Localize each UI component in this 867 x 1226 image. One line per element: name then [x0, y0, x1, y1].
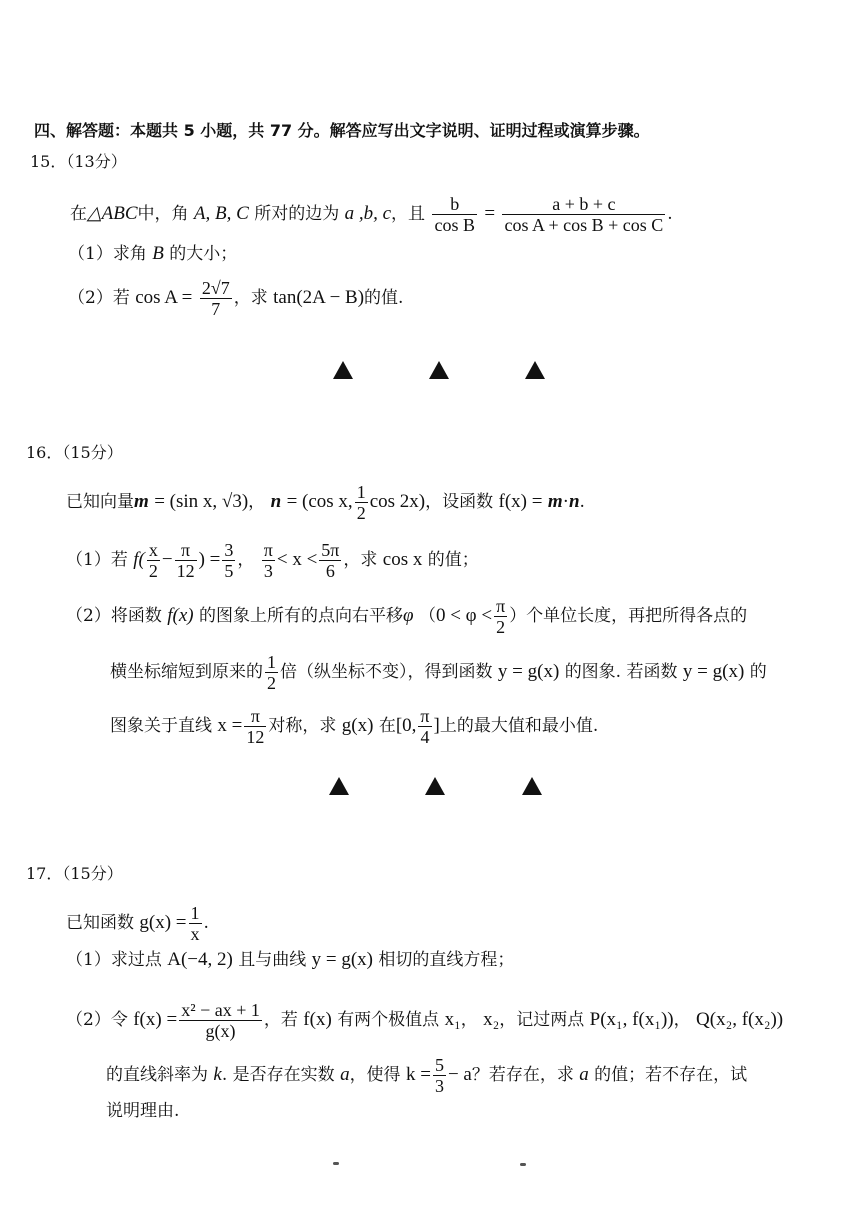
q16-part2: （2）将函数 f(x) 的图象上所有的点向右平移φ （0 < φ < $\frac{\pi}{2}$ ）个单位长度，再把所得各点的 — [66, 596, 748, 637]
separator-triangle-icon — [329, 777, 349, 795]
separator-triangle-icon — [429, 361, 449, 379]
separator-triangle-icon — [333, 361, 353, 379]
q15-number: 15．（13分） — [30, 152, 127, 171]
fraction-5pi-over-6: $\frac{5\pi}{6}$ — [321, 540, 340, 581]
equals: = — [484, 203, 496, 224]
vector-m: m — [134, 491, 149, 512]
fraction-2sqrt7-over-7: $\frac{2√7}{7}$ — [201, 278, 230, 319]
fraction-5-over-3: $\frac{5}{3}$ — [434, 1055, 444, 1096]
q17-part2-line3: 说明理由. — [106, 1101, 180, 1121]
q17-part1: （1）求过点 A(−4, 2) 且与曲线 y = g(x) 相切的直线方程； — [66, 949, 515, 970]
fraction-half: $\frac{1}{2}$ — [356, 482, 366, 523]
q15-part2: （2）若 cos A = $\frac{2√7}{7}$ ，求 tan(2A − B)的值. — [68, 278, 404, 319]
q17-stem: 已知函数 g(x) = $\frac{1}{x}$ . — [66, 903, 209, 944]
scan-speck — [520, 1163, 526, 1166]
var-b: B — [152, 243, 164, 264]
fraction-3-over-5: $\frac{3}{5}$ — [224, 540, 234, 581]
separator-triangle-icon — [522, 777, 542, 795]
text: 所对的边为 — [254, 204, 340, 224]
triangle-abc: △ABC — [87, 203, 138, 224]
fraction-pi-over-12: $\frac{\pi}{12}$ — [246, 706, 265, 747]
text: ，且 — [391, 204, 426, 224]
fraction-quadratic-over-g: $\frac{\text{x² − ax + 1}}{g(x)}$ — [181, 1000, 260, 1041]
q16-part2-line3: 图象关于直线 x = $\frac{\pi}{12}$ 对称，求 g(x) 在[0, $\frac{\pi}{4}$ ]上的最大值和最小值. — [110, 706, 599, 747]
fraction-sum-over-cos-sum: $\frac{a + b + c}{\text{cos A + cos B + cos C}}$ — [504, 194, 664, 235]
angles: A, B, C — [193, 203, 249, 224]
q16-number: 16．（15分） — [26, 443, 123, 462]
q17-part2: （2）令 f(x) = $\frac{\text{x² − ax + 1}}{g(x)}$ ，若 f(x) 有两个极值点 x₁， x₂，记过两点 P(x₁, f(x₁))， Q(x₂, f(x₂)) — [66, 1000, 784, 1041]
q16-stem: 已知向量m = (sin x, √3)， n = (cos x, $\frac{1}{2}$ cos 2x)，设函数 f(x) = m·n. — [66, 482, 585, 523]
fraction-half: $\frac{1}{2}$ — [267, 652, 276, 693]
q16-part2-line2: 横坐标缩短到原来的 $\frac{1}{2}$ 倍（纵坐标不变），得到函数 y = g(x) 的图象. 若函数 y = g(x) 的 — [110, 652, 767, 693]
q17-part2-line2: 的直线斜率为 k. 是否存在实数 a，使得 k = $\frac{5}{3}$ − a？若存在，求 a 的值；若不存在，试 — [106, 1055, 748, 1096]
text: 在 — [70, 204, 87, 224]
fraction-b-over-cosb: $\frac{b}{\text{cos B}}$ — [434, 194, 475, 235]
q16-part1: （1）若 f( $\frac{x}{2}$ − $\frac{\pi}{12}$ ) = $\frac{3}{5}$ ， $\frac{\pi}{3}$ < x < $\frac{5\pi}{6}$ ，求 cos x 的值； — [66, 540, 479, 581]
section-title: 四、解答题：本题共 5 小题，共 77 分。解答应写出文字说明、证明过程或演算步骤。 — [34, 121, 650, 140]
fraction-pi-over-12: $\frac{\pi}{12}$ — [176, 540, 195, 581]
q15-stem — [70, 194, 673, 235]
period: . — [667, 204, 673, 224]
fraction-pi-over-3: $\frac{\pi}{3}$ — [263, 540, 273, 581]
fraction-pi-over-4: $\frac{\pi}{4}$ — [420, 706, 430, 747]
q17-number: 17．（15分） — [26, 864, 123, 883]
scan-speck — [333, 1162, 339, 1165]
separator-triangle-icon — [425, 777, 445, 795]
text: 中，角 — [137, 204, 189, 224]
sides: a ,b, c — [344, 203, 392, 224]
separator-triangle-icon — [525, 361, 545, 379]
fraction-pi-over-2: $\frac{\pi}{2}$ — [496, 596, 506, 637]
fraction-x-over-2: $\frac{x}{2}$ — [148, 540, 158, 581]
vector-n: n — [270, 491, 282, 512]
q15-part1: （1）求角 B 的大小； — [68, 243, 238, 264]
fraction-1-over-x: $\frac{1}{x}$ — [190, 903, 200, 944]
